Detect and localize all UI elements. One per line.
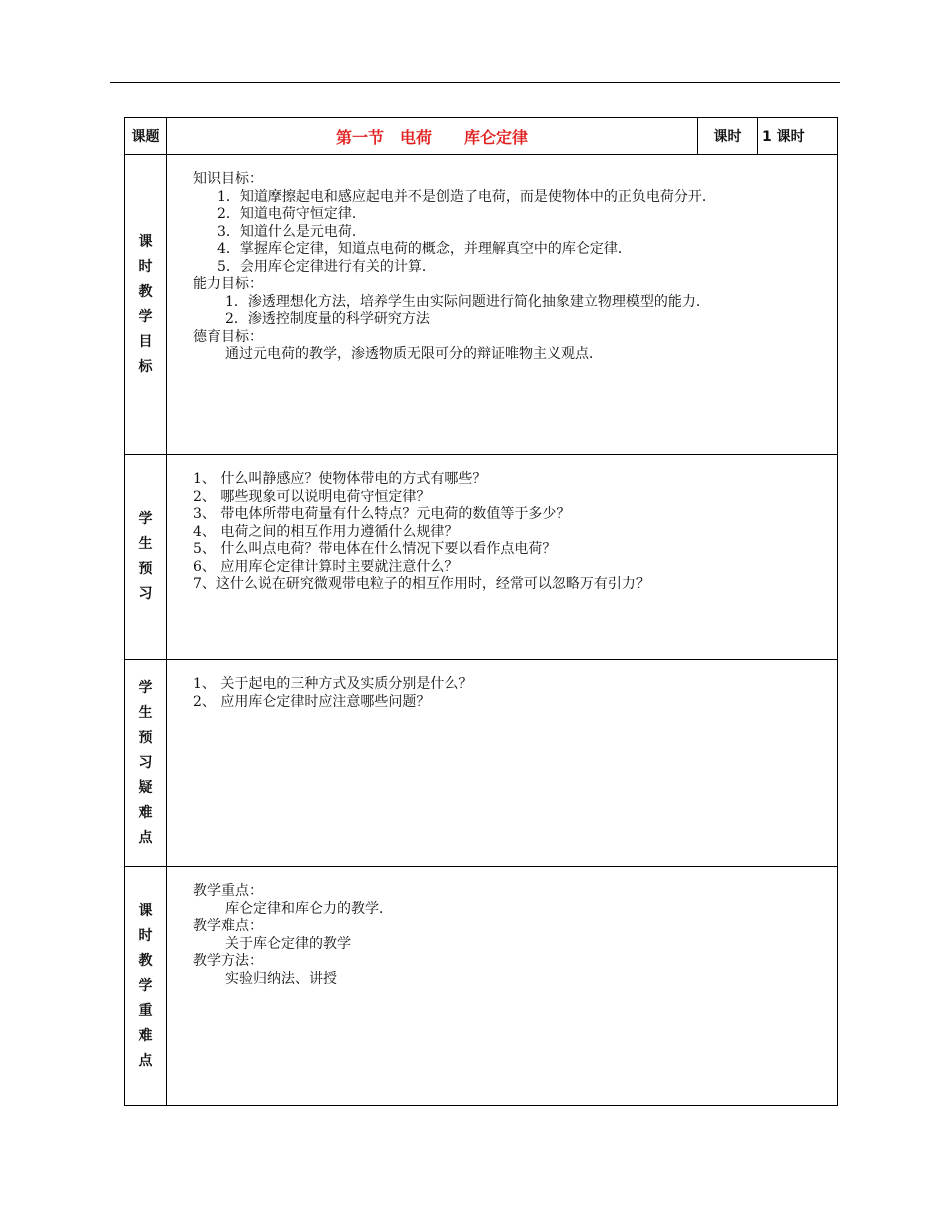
preview-question: 3、 带电体所带电荷量有什么特点？元电荷的数值等于多少？ (193, 506, 571, 522)
difficulty-question: 2、 应用库仑定律时应注意哪些问题？ (193, 693, 431, 710)
difficulty-text: 关于库仑定律的教学 (225, 935, 351, 952)
objectives-side-label (125, 155, 167, 455)
key-points-side-text: 课时教学重难点 (138, 902, 153, 1069)
hours-value: 1 课时 (758, 118, 838, 155)
difficulties-side-label (125, 660, 167, 867)
method-heading: 教学方法： (193, 953, 263, 969)
ability-heading: 能力目标： (193, 276, 263, 292)
preview-question: 7、这什么说在研究微观带电粒子的相互作用时，经常可以忽略万有引力？ (193, 576, 650, 592)
method-text: 实验归纳法、讲授 (225, 970, 337, 987)
focus-heading: 教学重点： (193, 883, 263, 899)
difficulties-row (125, 660, 838, 867)
ability-item: 1．渗透理想化方法，培养学生由实际问题进行简化抽象建立物理模型的能力． (225, 293, 710, 310)
key-points-row (125, 867, 838, 1106)
hours-label: 课时 (698, 118, 758, 155)
difficulties-content (167, 660, 838, 867)
preview-question: 5、 什么叫点电荷？带电体在什么情况下要以看作点电荷？ (193, 541, 557, 557)
preview-content (167, 455, 838, 660)
preview-row (125, 455, 838, 660)
objectives-row (125, 155, 838, 455)
knowledge-heading: 知识目标： (193, 171, 263, 187)
header-row (125, 118, 838, 155)
objectives-content (167, 155, 838, 455)
preview-question: 1、 什么叫静感应？使物体带电的方式有哪些？ (193, 471, 487, 487)
ability-item: 2．渗透控制度量的科学研究方法 (225, 311, 430, 327)
topic-label: 课题 (125, 118, 167, 155)
moral-heading: 德育目标： (193, 328, 263, 345)
preview-question: 6、 应用库仑定律计算时主要就注意什么？ (193, 558, 459, 575)
key-points-content (167, 867, 838, 1106)
key-points-side-label (125, 867, 167, 1106)
lesson-title: 第一节 电荷 库仑定律 (167, 118, 698, 155)
lesson-plan-table (124, 117, 838, 1106)
preview-side-text: 学生预习 (138, 511, 153, 602)
difficulty-question: 1、 关于起电的三种方式及实质分别是什么？ (193, 676, 473, 692)
knowledge-item: 4．掌握库仑定律，知道点电荷的概念，并理解真空中的库仑定律． (217, 241, 632, 257)
difficulty-heading: 教学难点： (193, 918, 263, 934)
header-rule (110, 82, 840, 83)
objectives-side-text: 课时教学目标 (138, 233, 153, 375)
knowledge-item: 3．知道什么是元电荷． (217, 223, 366, 240)
focus-text: 库仑定律和库仑力的教学． (225, 900, 393, 917)
difficulties-side-text: 学生预习疑难点 (138, 679, 153, 846)
preview-side-label (125, 455, 167, 660)
knowledge-item: 5．会用库仑定律进行有关的计算． (217, 258, 436, 275)
moral-text: 通过元电荷的教学，渗透物质无限可分的辩证唯物主义观点． (225, 346, 603, 362)
preview-question: 4、 电荷之间的相互作用力遵循什么规律？ (193, 523, 459, 540)
knowledge-item: 2．知道电荷守恒定律． (217, 206, 366, 222)
preview-question: 2、 哪些现象可以说明电荷守恒定律？ (193, 488, 431, 505)
knowledge-item: 1．知道摩擦起电和感应起电并不是创造了电荷，而是使物体中的正负电荷分开． (217, 188, 716, 205)
